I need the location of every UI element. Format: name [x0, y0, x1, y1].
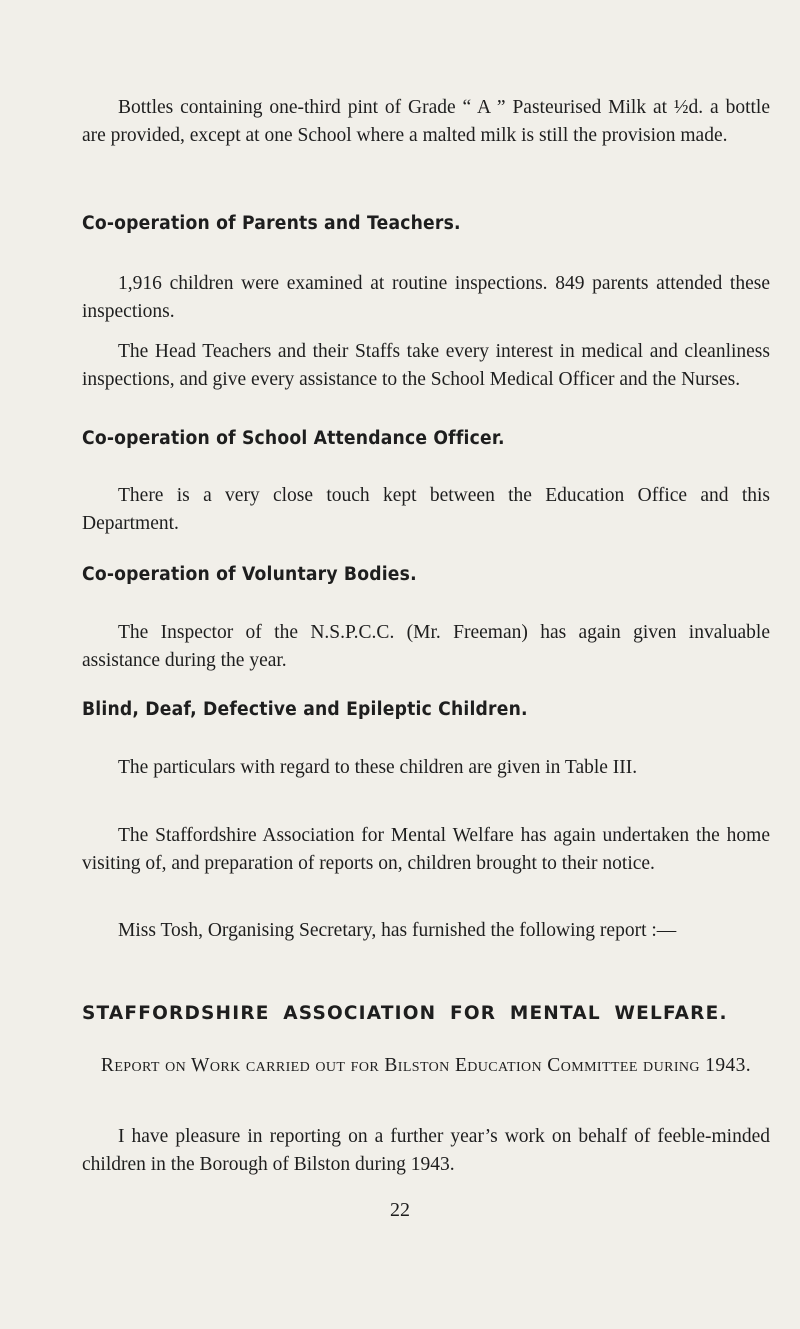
heading-blind-deaf: Blind, Deaf, Defective and Epileptic Children. [82, 699, 528, 720]
paragraph-staffordshire: The Staffordshire Association for Mental Welfare has again undertaken the home visiting of, and preparation of reports on, children brought to their notice. [82, 825, 770, 874]
report-title: Report on Work carried out for Bilston Education Committee during 1943. [100, 1055, 752, 1076]
paragraph-pleasure: I have pleasure in reporting on a further year’s work on behalf of feeble-minded children in the Borough of Bilston during 1943. [82, 1126, 770, 1175]
paragraph-miss-tosh: Miss Tosh, Organising Secretary, has furnished the following report :— [118, 920, 677, 941]
paragraph-children-examined: 1,916 children were examined at routine inspections. 849 parents attended these inspections. [82, 273, 770, 322]
paragraph-close-touch: There is a very close touch kept between the Education Office and this Department. [82, 485, 770, 534]
heading-voluntary-bodies: Co-operation of Voluntary Bodies. [82, 564, 417, 585]
paragraph-head-teachers: The Head Teachers and their Staffs take every interest in medical and cleanliness inspections, and give every assistance to the School Medical Officer and the Nurses. [82, 341, 770, 390]
paragraph-inspector: The Inspector of the N.S.P.C.C. (Mr. Freeman) has again given invaluable assistance during the year. [82, 622, 770, 671]
heading-attendance-officer: Co-operation of School Attendance Officer. [82, 428, 505, 449]
paragraph-particulars: The particulars with regard to these children are given in Table III. [118, 757, 638, 778]
heading-association: STAFFORDSHIRE ASSOCIATION FOR MENTAL WELFARE. [82, 1003, 728, 1024]
heading-parents-teachers: Co-operation of Parents and Teachers. [82, 213, 461, 234]
paragraph-milk: Bottles containing one-third pint of Grade “ A ” Pasteurised Milk at ½d. a bottle are provided, except at one School where a malted milk is still the provision made. [82, 97, 770, 146]
page-number: 22 [390, 1199, 410, 1221]
